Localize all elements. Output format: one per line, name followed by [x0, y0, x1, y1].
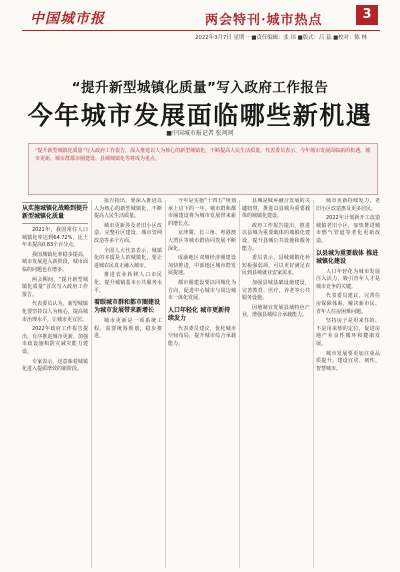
- paragraph: 京津冀、长三角、粤港澳大湾区等城市群协同发展不断深化。: [168, 230, 236, 252]
- paragraph: 2022年计划新开工改造城镇老旧小区，加快推进城市燃气管道等老化更新改造。: [316, 215, 380, 244]
- paragraph: 坚持房子是用来住的、不是用来炒的定位，促进房地产业良性循环和健康发展。: [316, 318, 380, 347]
- paragraph: 报告指出，要深入推进以人为核心的新型城镇化，不断提高人民生活质量。: [94, 198, 162, 220]
- paragraph: 我国城镇化率稳步提高，城市发展进入新阶段，城市面临的问题也在增多。: [22, 251, 88, 273]
- masthead-rule: [22, 30, 380, 31]
- paragraph: 成渝地区双城经济圈建设加快推进，中部地区城市群发展提速。: [168, 255, 236, 277]
- paragraph: 今年是实施“十四五”规划承上启下的一年，城市群和都市圈建设将为城市发展带来新的增长点。: [168, 198, 236, 227]
- body-column-1: [22, 198, 88, 568]
- main-headline: 今年城市发展面临哪些新机遇: [27, 101, 373, 130]
- byline: ■中国城市报记者 张珂珂: [166, 130, 234, 137]
- paragraph: 专家表示，这意味着城镇化进入提质增效的新阶段。: [22, 358, 88, 373]
- body-column-3: [168, 198, 236, 568]
- paragraph: 政府工作报告提出，推进以县城为重要载体的城镇化建设，提升县城公共设施和服务能力。: [242, 222, 310, 252]
- headline-kicker: “提升新型城镇化质量”写入政府工作报告: [71, 80, 329, 96]
- article-body: [22, 198, 380, 568]
- paragraph: 委员表示，县城城镇化补短板强弱项，可以更好满足农民到县城就业安家需求。: [242, 255, 310, 277]
- paragraph: 城市发展要更加注重品质提升，建设宜居、韧性、智慧城市。: [316, 350, 380, 372]
- paragraph: 城市更新涉及老旧小区改造、完整社区建设、城市管网改造等多个方面。: [94, 222, 162, 244]
- section-title: 两会特刊·城市热点: [205, 13, 323, 28]
- paragraph: 县城是城乡融合发展的关键纽带，推进以县城为重要载体的城镇化建设。: [242, 198, 310, 220]
- article-summary: “提升新型城镇化质量”写入政府工作报告，深入推进以人为核心的新型城镇化，不断提高人民生活质量。代表委员表示，今年城市发展面临新的机遇，城市更新、城市群都市圈建设、县城城镇化等将成为重点。: [28, 143, 378, 195]
- paragraph: 加强县城基础设施建设，完善教育、医疗、养老等公共服务设施。: [242, 279, 310, 302]
- paragraph: 城市更新是一项系统工程，需要统筹规划，稳步推进。: [94, 318, 162, 340]
- body-column-2: [94, 198, 162, 568]
- paragraph: 城市更新持续发力，老旧小区改造惠及更多居民。: [316, 198, 380, 212]
- masthead: [0, 0, 400, 30]
- paragraph: 全国人大代表表示，城镇化的本质是人的城镇化，要让进城农民真正融入城市。: [94, 247, 162, 269]
- paragraph: 代表委员建议，优化城市空间布局，提升城市综合承载能力。: [168, 325, 236, 347]
- paragraph: 两会期间，“提升新型城镇化质量”首次写入政府工作报告。: [22, 276, 88, 298]
- subhead: 着眼城市群和都市圈建设 为城市发展带来新增长: [94, 299, 161, 315]
- body-column-4: [242, 198, 310, 568]
- paragraph: 代表委员建议，完善住房保障体系，解决新市民、青年人住房困难问题。: [316, 293, 380, 315]
- body-column-5: [316, 198, 380, 568]
- paragraph: 因地制宜发展县域特色产业，增强县城综合承载能力。: [242, 304, 310, 319]
- paragraph: 推进农业转移人口市民化，提升城镇基本公共服务水平。: [94, 272, 162, 294]
- dateline: 2022年3月7日 星期一 ■责任编辑：张 玮 ■版式：吕 蕊 ■校对：陈 林: [195, 35, 367, 41]
- subhead: 以县城为重要载体 推进城镇化建设: [316, 249, 379, 265]
- newspaper-logo: 中国城市报: [30, 11, 105, 27]
- subhead: 从实施城镇化战略到提升新型城镇化质量: [22, 202, 88, 224]
- page-number-badge: 3: [356, 5, 378, 25]
- paragraph: 2022年政府工作报告提出，有序推进城市更新，加强市政设施和防灾减灾能力建设。: [22, 326, 88, 355]
- paragraph: 2021年，我国常住人口城镇化率达到64.72%，比上年末提高0.83个百分点。: [22, 227, 88, 249]
- paragraph: 代表委员认为，新型城镇化要坚持以人为核心，提高城市治理水平，让城市更宜居。: [22, 301, 88, 323]
- subhead: 人口年轻化 城市更新持续发力: [168, 306, 231, 322]
- paragraph: 都市圈建设要以同城化为方向，促进中心城市与周边城市一体化发展。: [168, 279, 236, 302]
- paragraph: 人口年轻化为城市发展注入活力，吸引青年人才是城市竞争的关键。: [316, 268, 380, 290]
